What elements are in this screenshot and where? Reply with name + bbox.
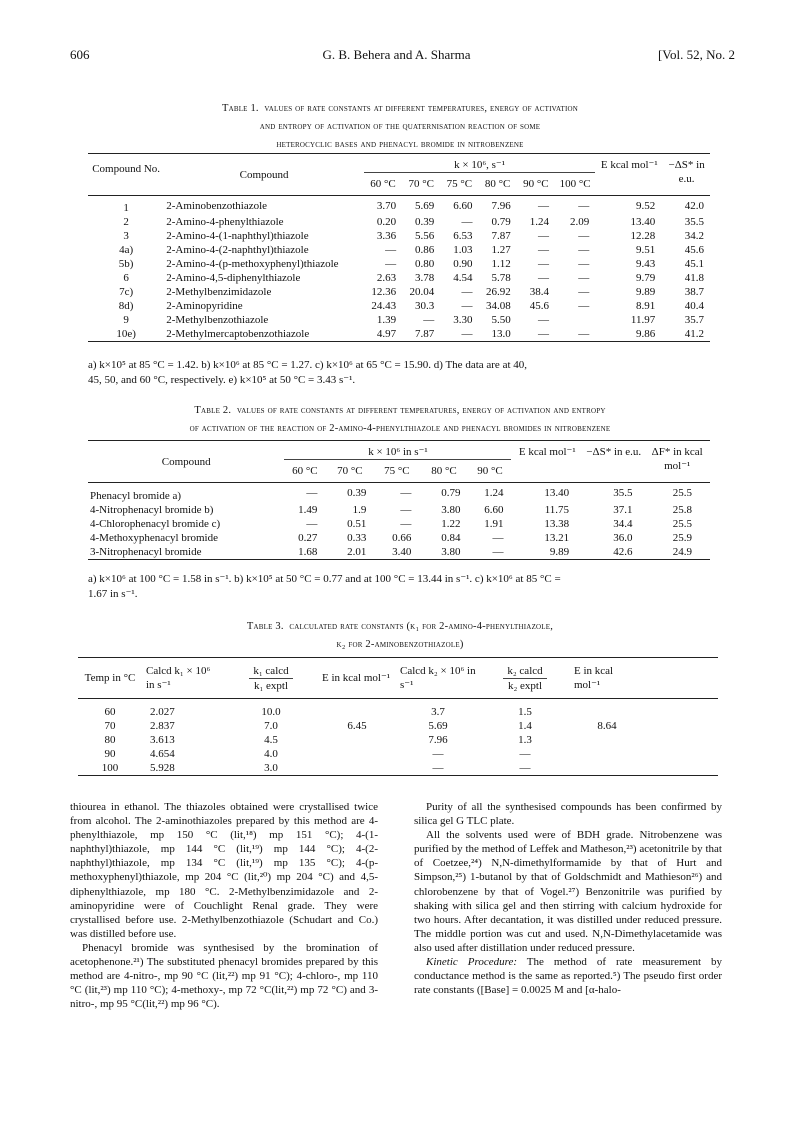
t2-head-temp: 80 °C (431, 465, 457, 477)
t1-rate-value: 30.3 (415, 300, 435, 312)
t1-rate-value: 0.86 (415, 244, 435, 256)
table1 (88, 153, 710, 342)
table1-row (88, 285, 710, 299)
t1-rate-value: — (578, 199, 590, 212)
t1-compound-name: 2-Aminobenzothiazole (166, 199, 268, 212)
t1-head-compound-no: Compound No. (92, 163, 161, 175)
t2-rate-value: 1.24 (484, 487, 504, 499)
t3-E2: 8.64 (597, 720, 617, 732)
table2-row (88, 483, 710, 504)
t1-rate-value: 0.39 (415, 216, 435, 228)
t2-head-temp: 70 °C (337, 465, 363, 477)
t2-energy: 13.38 (544, 518, 570, 530)
table1-row (88, 271, 710, 285)
t1-head-temp: 60 °C (370, 178, 396, 190)
t2-rate-value: 6.60 (484, 504, 504, 516)
t2-rate-value: 0.79 (441, 487, 461, 499)
t1-compound-name: 2-Amino-4-phenylthiazole (166, 216, 284, 228)
t1-rate-value: 7.96 (491, 199, 511, 212)
kinetic-procedure-heading: Kinetic Procedure: (426, 956, 518, 969)
t3-E2 (570, 733, 644, 747)
table3-label: Table 3. (246, 621, 284, 632)
t1-rate-value: 34.08 (485, 300, 511, 312)
t1-entropy: 41.8 (684, 272, 704, 284)
t1-rate-value: — (461, 216, 473, 228)
t1-rate-value: — (578, 258, 590, 270)
table1-title-line: heterocyclic bases and phenacyl bromide in nitrobenzene (276, 139, 524, 150)
t2-free-energy: 25.8 (672, 504, 692, 516)
t1-rate-value: — (578, 300, 590, 312)
t3-k1-calc: 2.027 (150, 706, 175, 718)
t1-energy: 9.89 (635, 286, 656, 298)
body-column-right (414, 800, 722, 997)
t1-rate-value: 26.92 (485, 286, 511, 298)
t2-compound-name: 4-Chlorophenacyl bromide c) (90, 518, 221, 530)
t3-k2-calc: 7.96 (428, 734, 448, 746)
t1-head-compound: Compound (239, 169, 289, 181)
t1-rate-value: 6.53 (453, 230, 473, 242)
t2-rate-value: — (492, 532, 504, 544)
table3-row (78, 719, 718, 733)
t1-energy: 11.97 (630, 314, 656, 326)
t1-compound-name: 2-Methylmercaptobenzothiazole (166, 328, 310, 340)
t2-head-E: E kcal mol⁻¹ (518, 446, 576, 458)
t2-entropy: 42.6 (613, 546, 633, 558)
t1-compound-no: 2 (123, 216, 129, 228)
t1-compound-name: 2-Amino-4,5-diphenylthiazole (166, 272, 301, 284)
body-paragraph: thiourea in ethanol. The thiazoles obtained were crystallised twice from alcohol. The 2-aminothiazoles prepared by this method are 4-phenylthiazole, mp 150 °C (lit,¹⁸) mp 151 °C); 4-(1-naphthyl)thiazole, mp 144 °C (lit,¹⁹) mp 144 °C); 4-(2-naphthyl)thiazole, mp 134 °C (lit,¹⁹) mp 135 °C); 4-(p-methoxyphenyl)thiazole, mp 204 °C (lit,²⁰) mp 204 °C) and 4,5-diphenylthiazole, mp 180 °C. 2-Methylbenzimidazole and 2-aminopyridine were of Couchlight Renal grade. They were crystallised before use. 2-Methylbenzothiazole (Schudart and Co.) was distilled before use. (70, 801, 378, 940)
t2-entropy: 36.0 (613, 532, 633, 544)
t1-rate-value: — (461, 300, 473, 312)
t1-rate-value: 12.36 (371, 286, 397, 298)
t1-entropy: 45.1 (684, 258, 704, 270)
t2-rate-value: — (400, 504, 412, 516)
t3-head-temp: Temp in °C (84, 672, 136, 684)
table2-caption (60, 402, 740, 438)
t1-rate-value (555, 313, 595, 327)
body-paragraph: All the solvents used were of BDH grade. Nitrobenzene was purified by the method of Leffek and Matheson,²³) acetonitrile by that of Coetzee,²⁴) N,N-dimethylformamide by that of Hurt and Simpson,²⁵) 1-butanol by that of Goldschmidt and Mathieson²⁶) and chlorobenzene by that of Vogel.²⁷) Benzonitrile was purified by shaking with silica gel and then stirring with calcium hydroxide for two hours. After decantation, it was distilled under reduced pressure. The middle portion was cut and used. N,N-Dimethylacetamide was also used after distillation under reduced pressure. (414, 829, 722, 954)
t1-rate-value: 1.12 (491, 258, 511, 270)
t2-entropy: 35.5 (613, 487, 633, 499)
t1-head-temp: 90 °C (523, 178, 549, 190)
t3-spacer (644, 699, 718, 720)
t1-rate-value: — (537, 258, 549, 270)
t1-compound-name: 2-Aminopyridine (166, 300, 243, 312)
table2-footnote-line: a) k×10⁶ at 100 °C = 1.58 in s⁻¹. b) k×10⁵ at 50 °C = 0.77 and at 100 °C = 13.44 in s⁻¹. c) k×10⁶ at 85 °C = (88, 573, 561, 585)
t3-k2-calc: 3.7 (431, 706, 445, 718)
t3-k2-calc: — (432, 748, 444, 760)
table1-row (88, 243, 710, 257)
t2-rate-value: 3.40 (392, 546, 412, 558)
t3-temp: 60 (104, 706, 116, 718)
t2-energy: 13.40 (544, 487, 570, 499)
table3-row (78, 761, 718, 776)
t1-rate-value: 2.09 (570, 216, 590, 228)
t2-rate-value: 1.9 (352, 504, 367, 516)
t3-head-E2: E in kcal mol⁻¹ (574, 665, 614, 691)
t1-rate-value: 7.87 (491, 230, 511, 242)
t1-rate-value: 6.60 (453, 199, 473, 212)
t2-rate-value: 1.91 (484, 518, 504, 530)
t1-compound-name: 2-Methylbenzothiazole (166, 314, 269, 326)
table2-title-line: of activation of the reaction of 2-amino-4-phenylthiazole and phenacyl bromides in nitrobenzene (189, 423, 611, 434)
t2-head-dS: −ΔS* in e.u. (586, 446, 642, 458)
t1-compound-no: 7c) (119, 286, 134, 298)
t3-spacer (644, 761, 718, 776)
table1-title-line: and entropy of activation of the quaternisation reaction of some (259, 121, 541, 132)
t1-head-dS: −ΔS* in e.u. (668, 159, 705, 185)
t1-rate-value: 0.20 (376, 216, 397, 228)
page-number: 606 (70, 47, 90, 62)
t3-E2 (570, 761, 644, 776)
t1-rate-value: — (537, 199, 549, 212)
journal-volume: [Vol. 52, No. 2 (657, 47, 735, 62)
t2-rate-value: 3.80 (441, 546, 461, 558)
t3-ratio2-bot: k₂ exptl (507, 679, 543, 692)
t3-temp: 100 (101, 762, 119, 774)
t1-rate-value: 20.04 (409, 286, 435, 298)
t2-free-energy: 25.5 (672, 487, 692, 499)
t3-spacer (644, 733, 718, 747)
t3-ratio2-top: k₂ calcd (503, 664, 546, 679)
table3-title-line: calculated rate constants (k₁ for 2-amino-4-phenylthiazole, (289, 621, 554, 632)
t1-rate-value: 38.4 (529, 286, 549, 298)
t2-rate-value: 0.33 (347, 532, 367, 544)
t1-rate-value: 3.30 (453, 314, 473, 326)
t1-energy: 8.91 (635, 300, 656, 312)
t1-entropy: 40.4 (684, 300, 704, 312)
t3-E1 (318, 699, 396, 720)
t1-rate-value: — (461, 286, 473, 298)
table1-row (88, 229, 710, 243)
table1-row (88, 215, 710, 229)
t1-energy: 9.52 (635, 199, 656, 212)
t1-rate-value: — (537, 244, 549, 256)
t2-compound-name: 3-Nitrophenacyl bromide (90, 546, 202, 558)
t3-k1-calc: 5.928 (150, 762, 175, 774)
t1-compound-name: 2-Methylbenzimidazole (166, 286, 272, 298)
table2-label: Table 2. (194, 405, 232, 416)
t1-energy: 13.40 (630, 216, 656, 228)
t1-head-temp: 75 °C (446, 178, 473, 190)
t3-ratio2: — (519, 762, 531, 774)
table2-row (88, 503, 710, 517)
t1-compound-no: 1 (123, 202, 129, 214)
t2-rate-value: 0.27 (298, 532, 318, 544)
t3-E1 (318, 747, 396, 761)
t3-k2-calc: — (432, 762, 444, 774)
t1-compound-no: 9 (123, 314, 129, 326)
t1-rate-value: 3.36 (376, 230, 397, 242)
t1-entropy: 35.7 (684, 314, 704, 326)
t1-rate-value: 4.97 (376, 328, 397, 340)
t1-rate-value: 45.6 (529, 300, 549, 312)
table1-footnote-line: a) k×10⁵ at 85 °C = 1.42. b) k×10⁶ at 85 °C = 1.27. c) k×10⁶ at 65 °C = 15.90. d) The data are at 40, (88, 359, 528, 371)
t1-entropy: 41.2 (684, 328, 704, 340)
t1-compound-no: 10e) (116, 328, 136, 340)
t3-ratio1: 10.0 (261, 706, 281, 718)
t1-head-temp: 100 °C (559, 178, 591, 190)
kinetic-procedure-text: The method of rate measurement by conductance method is the same as reported.⁵) The pseudo first order rate constants ([Base] = 0.0025 M and [α-halo- (414, 956, 723, 997)
t3-k2-calc: 5.69 (428, 720, 448, 732)
t3-k1-calc: 4.654 (150, 748, 175, 760)
t2-energy: 13.21 (544, 532, 570, 544)
t1-compound-name: 2-Amino-4-(1-naphthyl)thiazole (166, 230, 309, 242)
table2-footnote (88, 572, 561, 602)
body-paragraph: Phenacyl bromide was synthesised by the bromination of acetophenone.²¹) The substituted phenacyl bromides prepared by this method are 4-nitro-, mp 90 °C (lit,²²) mp 91 °C); 4-chloro-, mp 110 °C (lit,²³) mp 110 °C); 4-methoxy-, mp 72 °C(lit,²²) mp 72 °C) and 3-nitro-, mp 95 °C(lit,²²) mp 96 °C). (70, 941, 378, 1011)
t3-ratio1: 7.0 (264, 720, 278, 732)
t3-ratio2: 1.4 (518, 720, 532, 732)
table1-label: Table 1. (221, 103, 259, 114)
table2-row (88, 545, 710, 560)
running-head-authors: G. B. Behera and A. Sharma (322, 47, 471, 62)
t1-rate-value: — (385, 244, 397, 256)
table2-title-line: values of rate constants at different temperatures, energy of activation and entropy (236, 405, 606, 416)
t2-compound-name: Phenacyl bromide a) (90, 490, 182, 502)
kinetic-procedure-paragraph (414, 955, 722, 997)
t1-rate-value: 5.69 (415, 199, 435, 212)
t3-head-k2calc: Calcd k₂ × 10⁶ in s⁻¹ (400, 665, 476, 691)
t1-rate-value: 1.39 (376, 314, 397, 326)
t2-rate-value: — (400, 518, 412, 530)
t1-compound-name: 2-Amino-4-(p-methoxyphenyl)thiazole (166, 258, 339, 270)
t3-temp: 70 (104, 720, 116, 732)
t1-rate-value: — (578, 286, 590, 298)
t1-rate-value: 0.79 (491, 216, 511, 228)
t3-head-ratio1 (224, 658, 318, 699)
body-column-left (70, 800, 378, 1011)
t1-entropy: 38.7 (684, 286, 704, 298)
t1-rate-value: 4.54 (453, 272, 473, 284)
t3-k1-calc: 3.613 (150, 734, 175, 746)
t1-rate-value: 3.70 (376, 199, 397, 212)
t2-energy: 11.75 (544, 504, 570, 516)
t2-free-energy: 25.5 (672, 518, 692, 530)
t1-rate-value: — (537, 328, 549, 340)
table1-footnote-line: 45, 50, and 60 °C, respectively. e) k×10⁵ at 50 °C = 3.43 s⁻¹. (88, 374, 356, 386)
t1-head-k: k × 10⁶, s⁻¹ (364, 154, 595, 173)
table3-title-line: k₂ for 2-aminobenzothiazole) (336, 639, 464, 650)
t1-rate-value: 5.78 (491, 272, 511, 284)
t1-energy: 12.28 (630, 230, 656, 242)
t1-rate-value: 5.56 (415, 230, 435, 242)
t2-head-temp: 60 °C (292, 465, 318, 477)
t3-E2 (570, 747, 644, 761)
t1-rate-value: — (578, 272, 590, 284)
t3-ratio1: 3.0 (264, 762, 278, 774)
t2-rate-value: 1.49 (298, 504, 318, 516)
t3-spacer (644, 747, 718, 761)
t1-rate-value: 24.43 (371, 300, 397, 312)
t3-temp: 80 (104, 734, 116, 746)
table1-row (88, 257, 710, 271)
t1-rate-value: — (537, 230, 549, 242)
t3-ratio1: 4.5 (264, 734, 278, 746)
t2-energy: 9.89 (549, 546, 570, 558)
body-paragraph: Purity of all the synthesised compounds has been confirmed by silica gel G TLC plate. (414, 801, 722, 828)
table1-row (88, 313, 710, 327)
t2-rate-value: 1.68 (298, 546, 318, 558)
t1-head-E: E kcal mol⁻¹ (600, 159, 658, 171)
t3-temp: 90 (104, 748, 116, 760)
t3-head-ratio2 (480, 658, 570, 699)
t1-rate-value: — (578, 328, 590, 340)
t1-rate-value: 5.50 (491, 314, 511, 326)
table2-footnote-line: 1.67 in s⁻¹. (88, 588, 138, 600)
t2-rate-value: 0.39 (347, 487, 367, 499)
t3-ratio2: 1.3 (518, 734, 532, 746)
t1-rate-value: 1.24 (529, 216, 549, 228)
table2 (88, 440, 710, 560)
t2-rate-value: 1.22 (441, 518, 461, 530)
table1-caption (90, 100, 710, 154)
t1-rate-value: — (537, 272, 549, 284)
t2-rate-value: 2.01 (347, 546, 367, 558)
t1-energy: 9.79 (635, 272, 656, 284)
t1-compound-no: 3 (123, 230, 129, 242)
t2-rate-value: 3.80 (441, 504, 461, 516)
table3-row (78, 733, 718, 747)
t1-rate-value: — (537, 314, 549, 326)
t2-rate-value: 0.66 (392, 532, 412, 544)
t1-compound-no: 4a) (119, 244, 134, 256)
t2-compound-name: 4-Methoxyphenacyl bromide (90, 532, 218, 544)
t1-rate-value: — (578, 244, 590, 256)
t2-rate-value: — (400, 487, 412, 499)
t1-entropy: 35.5 (684, 216, 704, 228)
t2-rate-value: 0.51 (347, 518, 367, 530)
t3-ratio1-bot: k₁ exptl (253, 679, 289, 692)
t3-ratio1: 4.0 (264, 748, 278, 760)
t1-compound-no: 5b) (118, 258, 134, 270)
t1-compound-name: 2-Amino-4-(2-naphthyl)thiazole (166, 244, 309, 256)
t2-head-temp: 75 °C (384, 465, 410, 477)
table2-row (88, 517, 710, 531)
t1-energy: 9.51 (635, 244, 656, 256)
t3-head-k1calc: Calcd k₁ × 10⁶ in s⁻¹ (146, 665, 211, 691)
t1-rate-value: — (385, 258, 397, 270)
t1-entropy: 45.6 (684, 244, 704, 256)
t2-compound-name: 4-Nitrophenacyl bromide b) (90, 504, 214, 516)
table1-title-line: values of rate constants at different temperatures, energy of activation (264, 103, 579, 114)
t3-ratio2: — (519, 748, 531, 760)
t2-head-temp: 90 °C (477, 465, 503, 477)
table1-footnote (88, 358, 527, 388)
t1-rate-value: 13.0 (491, 328, 511, 340)
t1-rate-value: 0.90 (453, 258, 473, 270)
t1-energy: 9.43 (635, 258, 656, 270)
t3-E1 (318, 761, 396, 776)
t2-rate-value: 0.84 (441, 532, 461, 544)
t2-head-dF: ΔF* in kcal mol⁻¹ (651, 446, 703, 472)
table2-row (88, 531, 710, 545)
table1-row (88, 299, 710, 313)
t1-head-temp: 80 °C (484, 178, 511, 190)
t1-rate-value: — (423, 314, 435, 326)
t1-rate-value: 7.87 (415, 328, 435, 340)
t1-rate-value: 1.03 (453, 244, 473, 256)
t3-E1 (318, 733, 396, 747)
t3-head-E1: E in kcal mol⁻¹ (322, 672, 391, 684)
t3-ratio1-top: k₁ calcd (249, 664, 292, 679)
t1-entropy: 42.0 (684, 199, 704, 212)
t2-entropy: 37.1 (613, 504, 633, 516)
table3-row (78, 699, 718, 720)
table3-row (78, 747, 718, 761)
t2-rate-value: — (306, 487, 318, 499)
t1-rate-value: 0.80 (415, 258, 435, 270)
table1-row (88, 196, 710, 216)
t1-head-temp: 70 °C (408, 178, 434, 190)
t3-spacer (644, 719, 718, 733)
table1-row (88, 327, 710, 342)
t2-head-compound: Compound (161, 456, 211, 468)
t2-rate-value: — (306, 518, 318, 530)
t3-E2 (570, 699, 644, 720)
t1-compound-no: 8d) (118, 300, 134, 312)
table3-caption (90, 618, 710, 654)
t1-entropy: 34.2 (684, 230, 704, 242)
t1-compound-no: 6 (123, 272, 129, 284)
t3-ratio2: 1.5 (518, 706, 532, 718)
t2-free-energy: 24.9 (672, 546, 692, 558)
t3-k1-calc: 2.837 (150, 720, 175, 732)
t1-rate-value: 1.27 (491, 244, 511, 256)
t1-rate-value: — (461, 328, 473, 340)
t2-free-energy: 25.9 (672, 532, 692, 544)
table3 (78, 657, 718, 776)
t3-E1: 6.45 (347, 720, 367, 732)
t1-energy: 9.86 (635, 328, 656, 340)
t1-rate-value: 2.63 (376, 272, 397, 284)
t2-head-k: k × 10⁶ in s⁻¹ (284, 441, 511, 460)
t2-rate-value: — (492, 546, 504, 558)
t1-rate-value: 3.78 (415, 272, 435, 284)
t1-rate-value: — (578, 230, 590, 242)
t2-entropy: 34.4 (613, 518, 633, 530)
